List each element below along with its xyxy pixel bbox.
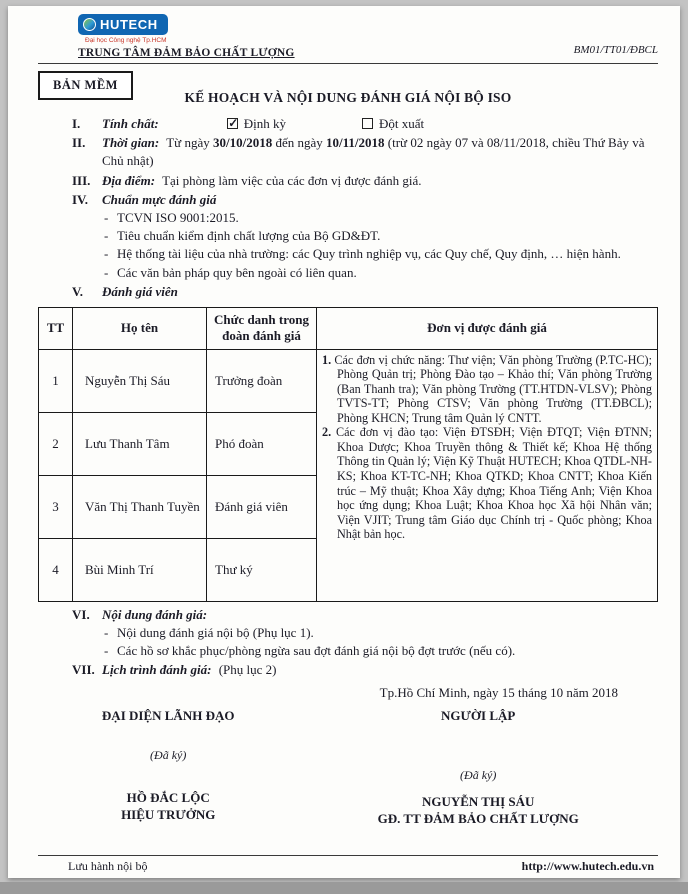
cell-tt: 3 <box>39 475 73 538</box>
soft-copy-stamp: BẢN MỀM <box>38 71 133 100</box>
document-header <box>38 14 658 59</box>
cell-tt: 4 <box>39 538 73 601</box>
section-label: Lịch trình đánh giá: <box>102 662 212 678</box>
cell-role: Thư ký <box>207 538 317 601</box>
cell-name: Bùi Minh Trí <box>73 538 207 601</box>
document-code: BM01/TT01/ĐBCL <box>573 44 658 56</box>
date-from: 30/10/2018 <box>212 135 273 151</box>
signature-right <box>298 708 658 828</box>
logo-text: HUTECH <box>100 17 158 32</box>
checkbox-periodic <box>227 118 238 129</box>
table-row <box>39 349 658 412</box>
signature-left-title: ĐẠI DIỆN LÃNH ĐẠO <box>101 707 235 723</box>
section-lich-trinh: VII. Lịch trình đánh giá: (Phụ lục 2) <box>72 662 277 678</box>
signature-left-name: HỒ ĐẮC LỘC HIỆU TRƯỞNG <box>121 789 216 823</box>
col-header-role: Chức danh trong đoàn đánh giá <box>207 307 317 349</box>
signature-left-signed: (Đã ký) <box>150 747 187 762</box>
audited-units-cell <box>317 349 658 601</box>
bullet-item: - Nội dung đánh giá nội bộ (Phụ lục 1). <box>104 624 658 642</box>
logo-tagline: Đại học Công nghệ Tp.HCM <box>85 37 167 44</box>
checkbox-adhoc-label: Đột xuất <box>378 116 425 131</box>
checkbox-periodic-label: Định kỳ <box>243 116 286 131</box>
cell-name: Nguyễn Thị Sáu <box>73 349 207 412</box>
unit-group-training: 2. Các đơn vị đào tạo: Viện ĐTSĐH; Viện ĐTQT; Viện ĐTNN; Khoa Dược; Khoa Truyền thông & Thiết kế; Khoa Hệ thống Thông tin Quản lý; Viện Kỹ Thuật HUTECH; Khoa QTDL-NH-KS; Khoa KT-TC-NH; Khoa QTKD; Khoa CNTT; Khoa Kiến trúc – Mỹ thuật; Khoa Xây dựng; Khoa Tiếng Anh; Viện Khoa học ứng dụng; Khoa Luật; Khoa Khoa học Xã hội Nhân văn; Viện VJIT; Trung tâm Giáo dục Chính trị - Quốc phòng; Khoa Nhật bản học. <box>322 425 652 542</box>
document-page <box>8 6 680 878</box>
page-title: KẾ HOẠCH VÀ NỘI DUNG ĐÁNH GIÁ NỘI BỘ ISO <box>184 90 512 105</box>
section-label: Địa điểm: <box>102 172 156 188</box>
page-footer <box>38 855 658 874</box>
signature-right-signed: (Đã ký) <box>460 767 497 782</box>
section-dia-diem: III. Địa điểm: Tại phòng làm việc của các đơn vị được đánh giá. <box>72 172 422 188</box>
col-header-tt: TT <box>39 307 73 349</box>
section-label: Chuẩn mực đánh giá <box>102 191 217 207</box>
section-label: Đánh giá viên <box>102 283 178 299</box>
bullet-item: - Tiêu chuẩn kiểm định chất lượng của Bộ GD&ĐT. <box>104 227 658 245</box>
section-thoi-gian: II. Thời gian: Từ ngày 30/10/2018 đến ngày 10/11/2018 (trừ 02 ngày 07 và 08/11/2018, chiều Thứ Bảy và Chủ nhật) <box>72 135 645 169</box>
signature-block <box>38 708 658 828</box>
header-divider <box>38 63 658 64</box>
cell-role: Đánh giá viên <box>207 475 317 538</box>
col-header-name: Họ tên <box>73 307 207 349</box>
cell-name: Văn Thị Thanh Tuyền <box>73 475 207 538</box>
globe-icon <box>83 18 96 31</box>
bullet-item: - TCVN ISO 9001:2015. <box>104 209 658 227</box>
footer-circulation-note: Lưu hành nội bộ <box>68 859 148 873</box>
cell-role: Phó đoàn <box>207 412 317 475</box>
cell-name: Lưu Thanh Tâm <box>73 412 207 475</box>
auditor-table <box>38 307 658 602</box>
section-label: Thời gian: <box>102 135 160 151</box>
org-name: TRUNG TÂM ĐẢM BẢO CHẤT LƯỢNG <box>78 47 295 59</box>
signature-right-name: NGUYỄN THỊ SÁU GĐ. TT ĐẢM BẢO CHẤT LƯỢNG <box>377 793 579 827</box>
section-label: Nội dung đánh giá: <box>102 606 208 622</box>
section-danh-gia-vien: V. Đánh giá viên <box>72 283 178 299</box>
section-noi-dung: VI. Nội dung đánh giá: - Nội dung đánh giá nội bộ (Phụ lục 1). - Các hồ sơ khắc phục/phòng ngừa sau đợt đánh giá nội bộ đợt trước (nếu có). <box>72 606 658 661</box>
cell-tt: 1 <box>39 349 73 412</box>
table-header-row <box>39 307 658 349</box>
date-line: Tp.Hồ Chí Minh, ngày 15 tháng 10 năm 2018 <box>379 684 618 700</box>
col-header-units: Đơn vị được đánh giá <box>317 307 658 349</box>
checkbox-adhoc <box>362 118 373 129</box>
cell-tt: 2 <box>39 412 73 475</box>
signature-left <box>38 708 298 828</box>
section-tinh-chat: I. Tính chất: ✓ Định kỳ Đột xuất <box>72 115 658 133</box>
footer-website-url: http://www.hutech.edu.vn <box>521 859 654 873</box>
cell-role: Trưởng đoàn <box>207 349 317 412</box>
date-to: 10/11/2018 <box>326 135 385 151</box>
unit-group-functional: 1. Các đơn vị chức năng: Thư viện; Văn phòng Trường (P.TC-HC); Phòng Quản trị; Phòng Đào tạo – Khảo thí; Văn phòng Trường (Ban Thanh tra); Văn phòng Trường (TT.HTDN-VLSV); Phòng TVTS-TT; Phòng CTSV; Văn phòng Trường (TT.ĐBCL); Phòng KHCN; Trung tâm Quản lý CNTT. <box>322 352 652 425</box>
scan-bottom-edge <box>0 882 688 894</box>
bullet-item: - Hệ thống tài liệu của nhà trường: các Quy trình nghiệp vụ, các Quy chế, Quy định, … hiện hành. <box>104 245 658 263</box>
bullet-item: - Các văn bản pháp quy bên ngoài có liên quan. <box>104 264 658 282</box>
hutech-logo <box>78 14 168 35</box>
bullet-item: - Các hồ sơ khắc phục/phòng ngừa sau đợt đánh giá nội bộ đợt trước (nếu có). <box>104 642 658 660</box>
section-chuan-muc: IV. Chuẩn mực đánh giá - TCVN ISO 9001:2015. - Tiêu chuẩn kiểm định chất lượng của Bộ GD&ĐT. - Hệ thống tài liệu của nhà trường: các Quy trình nghiệp vụ, các Quy chế, Quy định, … hiện hành. - Các văn bản pháp quy bên ngoài có liên quan. <box>72 191 658 282</box>
signature-right-title: NGƯỜI LẬP <box>441 707 516 723</box>
section-label: Tính chất: <box>102 116 159 131</box>
